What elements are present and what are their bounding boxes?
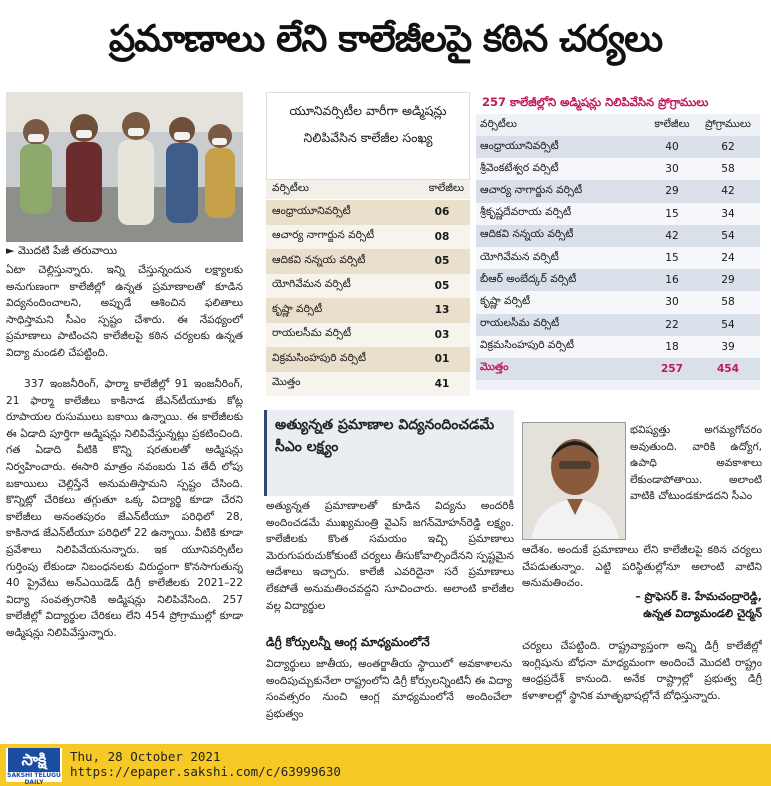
table-row: యోగివేమన వర్సిటీ 05 (266, 274, 470, 299)
table-row: శ్రీవెంకటేశ్వర వర్సిటీ 30 58 (476, 158, 760, 180)
table-row: కృష్ణా వర్సిటీ 13 (266, 298, 470, 323)
table-row: బీఆర్ అంబేద్కర్ వర్సిటీ 16 29 (476, 269, 760, 291)
table-row: రాయలసీమ వర్సిటీ 03 (266, 323, 470, 348)
table-total-row: మొత్తం 41 (266, 372, 470, 397)
header-colleges: కాలేజీలు (428, 182, 464, 194)
headline: ప్రమాణాలు లేని కాలేజీలపై కఠిన చర్యలు (108, 17, 663, 60)
table-row: రాయలసీమ వర్సిటీ 22 54 (476, 314, 760, 336)
signature-role: ఉన్నత విద్యామండలి చైర్మన్ (643, 607, 762, 620)
signature-name: – ప్రొఫెసర్ కె. హేమచంద్రారెడ్డి, (635, 590, 762, 603)
table-row: కృష్ణా వర్సిటీ 30 58 (476, 291, 760, 313)
programs-table-header: వర్సిటీలు కాలేజీలు ప్రోగ్రాములు (480, 117, 751, 130)
table-row: విక్రమసింహపురి వర్సిటీ 18 39 (476, 336, 760, 358)
footer-url[interactable]: https://epaper.sakshi.com/c/63999630 (70, 764, 341, 779)
quote-right-top-text: భవిష్యత్తు అగమ్యగోచరం అవుతుంది. వారికి ఉద్యోగ, ఉపాధి అవకాశాలు లేకుండాపోతాయి. అలాంటి వాటికి చోటుండకూడదని సీఎం (630, 424, 762, 503)
table-row: ఆదికవి నన్నయ వర్సిటీ 05 (266, 249, 470, 274)
table-row: శ్రీకృష్ణదేవరాయ వర్సిటీ 15 34 (476, 203, 760, 225)
subheading: డిగ్రీ కోర్సులన్నీ ఆంగ్ల మాధ్యమంలోనే (266, 635, 430, 649)
article-col1-intro: ఏటా చెల్లిస్తున్నారు. ఇన్ని చేస్తున్నందున లక్ష్యాలకు అనుగుణంగా కాలేజీల్లో ఉన్నత ప్రమాణాలతో కూడిన విద్యనందించాలని, అప్పుడే ఆశించిన ఫలితాలు సాధిస్తామని సీఎం స్పష్టం చేశారు. ఈ నేపథ్యంలో ప్రమాణాలు పాటించని కాలేజీలపై కఠిన చర్యలకు ఉన్నత విద్యా మండలి చేపట్టింది. (6, 264, 243, 359)
table-row: విక్రమసింహపురి వర్సిటీ 01 (266, 347, 470, 372)
colleges-table-header (266, 180, 470, 200)
portrait-illustration (523, 423, 626, 540)
programs-table-title: 257 కాలేజీల్లోని అడ్మిషన్లు నిలిపివేసిన ప్రోగ్రాములు (476, 92, 760, 114)
signature (522, 588, 762, 624)
official-portrait (522, 422, 626, 540)
table-row: ఆంధ్రాయూనివర్సిటీ 40 62 (476, 136, 760, 158)
article-col1-main: 337 ఇంజనీరింగ్, ఫార్మా కాలేజీల్లో 91 ఇంజనీరింగ్, 21 ఫార్మా కాలేజీలు కాకినాడ జేఎన్‌టీయూకు కోట్ల రూపాయల రుసుములు బకాయి ఉన్నాయి. ఈ కాలేజీలకు ఈ ఏడాది పూర్తిగా అడ్మిషన్లు నిలిపివేస్తున్నట్లు ప్రకటించింది. గత ఏడాది వీటికి కొన్ని షరతులతో అడ్మిషన్లు నిర్వహించారు. ఈసారి మాత్రం నవంబరు 1వ తేదీ లోపు బకాయిలు చెల్లిస్తేనే అనుమతిస్తామని స్పష్టం చేసింది. కొన్నిట్లో చేరికలు తగ్గుతూ ఒక్క విద్యార్థి కూడా చేరని కాలేజీలు అనంతపురం జేఎన్‌టీయూ పరిధిలో 28, కాకినాడ జేఎన్‌టీయూ పరిధిలో 22 ఉన్నాయి. వీటికి కూడా ప్రవేశాలు నిలిపివేయనున్నారు. ఇక యూనివర్సిటీల గుర్తింపు లేకుండా నిబంధనలకు విరుద్ధంగా కొనసాగుతున్న 40 ప్రైవేటు అన్‌ఎయిడెడ్ డిగ్రీ కాలేజీలకు 2021–22 విద్యా సంవత్సరానికి అడ్మిషన్లు నిలిపివేసింది. 257 కాలేజీల్లో విద్యార్థుల చేరికలు లేని 454 ప్రోగ్రాముల్లో కూడా అడ్మిషన్లు నిలిపివేస్తున్నారు. (6, 378, 243, 639)
article-col3-bottom: చర్యలు చేపట్టింది. రాష్ట్రవ్యాప్తంగా అన్ని డిగ్రీ కాలేజీల్లో ఇంగ్లిషును బోధనా మాధ్యమంగా అందించే మొదటి రాష్ట్రం ఆంధ్రప్రదేశ్ కానుంది. అనేక రాష్ట్రాల్లో ప్రభుత్వ డిగ్రీ కళాశాలల్లో స్థానిక మాతృభాషల్లోనే బోధిస్తున్నారు. (522, 640, 762, 702)
colleges-table-title: యూనివర్సిటీల వారీగా అడ్మిషన్లు నిలిపివేసిన కాలేజీల సంఖ్య (266, 92, 470, 180)
students-illustration (6, 92, 243, 242)
footer-date: Thu, 28 October 2021 (70, 749, 221, 764)
header-university: వర్సిటీలు (272, 182, 309, 194)
table-row: ఆదికవి నన్నయ వర్సిటీ 42 54 (476, 225, 760, 247)
quote-left-text: అత్యున్నత ప్రమాణాలతో కూడిన విద్యను అందరికీ అందించడమే ముఖ్యమంత్రి వైఎస్ జగన్‌మోహన్‌రెడ్డి లక్ష్యం. కాలేజీలకు కొంత సమయం ఇచ్చి ప్రమాణాలు మెరుగుపరుచుకోకుంటే చర్యలు తీసుకోవాల్సిందేనని స్పష్టమైన ఆదేశాలు ఇచ్చారు. కాలేజీ ఎవరిదైనా సరే ప్రమాణాలు లేకపోతే అనుమతించవద్దని సూచించారు. అలాంటి కాలేజీల వల్ల విద్యార్థుల (266, 500, 514, 612)
quote-box-heading: అత్యున్నత ప్రమాణాల విద్యనందించడమే సీఎం లక్ష్యం (264, 410, 514, 496)
colleges-table (266, 92, 470, 390)
photo-caption: ► మొదటి పేజీ తరువాయి (6, 244, 118, 257)
students-photo (6, 92, 243, 242)
programs-table (476, 92, 760, 390)
table-row: యోగివేమన వర్సిటీ 15 24 (476, 247, 760, 269)
article-col2-bottom: విద్యార్థులు జాతీయ, అంతర్జాతీయ స్థాయిలో అవకాశాలను అందిపుచ్చుకునేలా రాష్ట్రంలోని డిగ్రీ కోర్సులన్నింటినీ ఈ విద్యా సంవత్సరం నుంచి ఆంగ్ల మాధ్యమంలోనే అందించేలా ప్రభుత్వం (266, 658, 512, 720)
table-row: ఆంధ్రాయూనివర్సిటీ 06 (266, 200, 470, 225)
table-row: ఆచార్య నాగార్జున వర్సిటీ 29 42 (476, 180, 760, 202)
quote-right-bottom-text: ఆదేశం. అందుకే ప్రమాణాలు లేని కాలేజీలపై కఠిన చర్యలు చేపడుతున్నాం. ఎట్టి పరిస్థితుల్లోనూ అలాంటి వాటిని అనుమతించం. (522, 544, 762, 590)
sakshi-logo: సాక్షి SAKSHI TELUGU DAILY (7, 750, 61, 786)
table-row: ఆచార్య నాగార్జున వర్సిటీ 08 (266, 225, 470, 250)
table-total-row: మొత్తం 257 454 (476, 358, 760, 380)
